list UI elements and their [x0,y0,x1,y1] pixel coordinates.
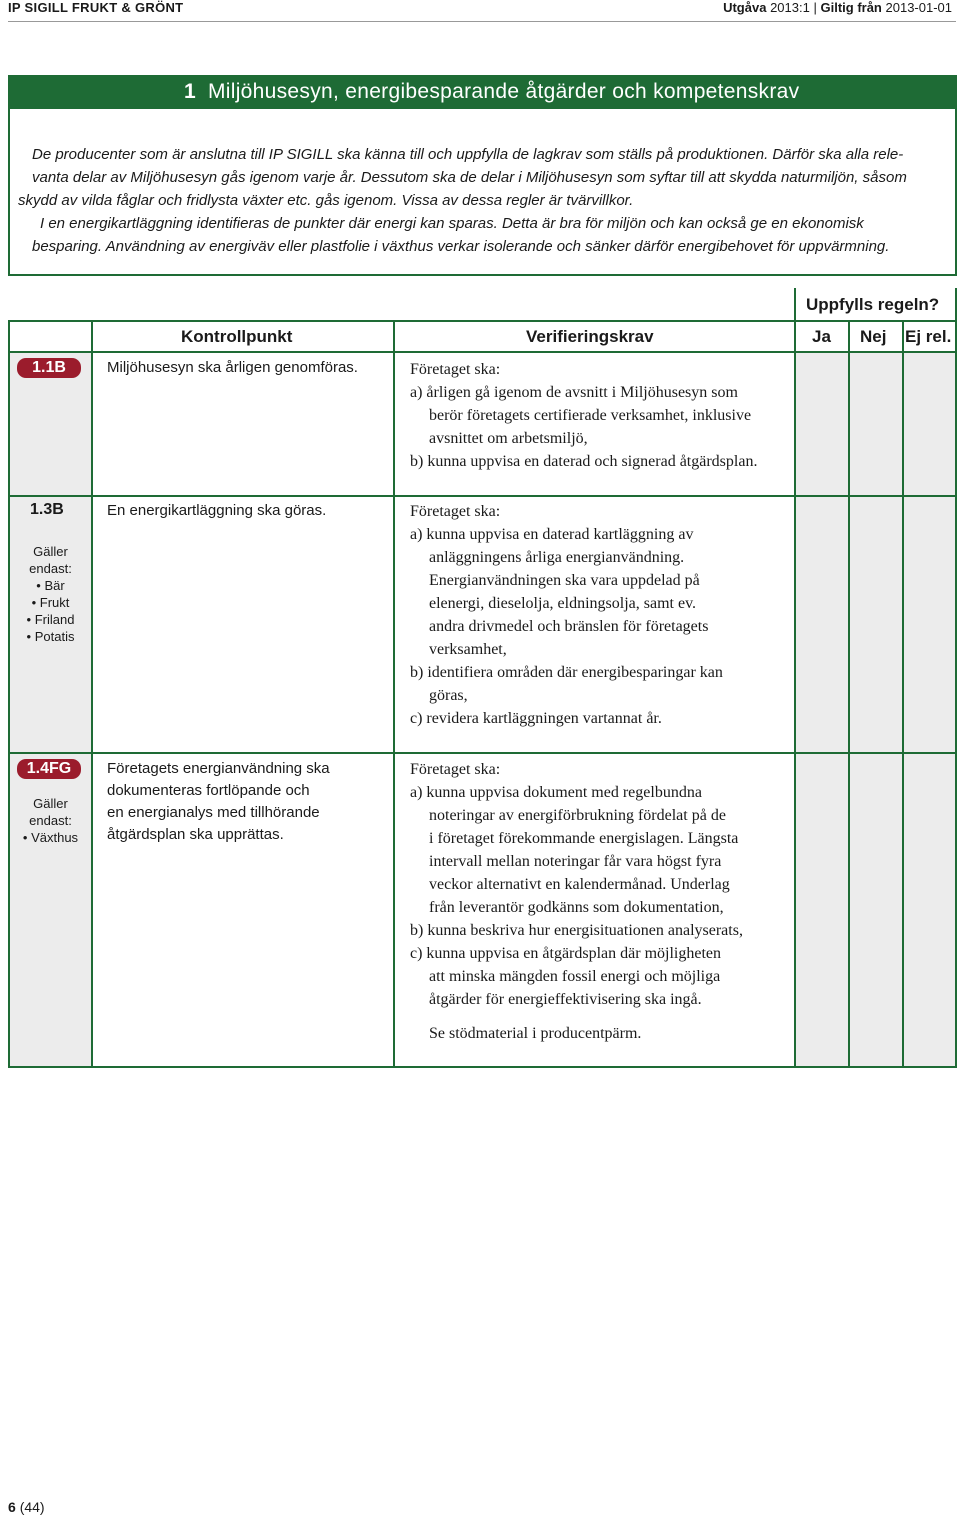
col-ja: Ja [812,327,831,346]
applies-line: • Frukt [31,595,70,610]
ejrel-checkbox[interactable] [904,497,955,752]
page-current: 6 [8,1499,16,1515]
verification-line: Företaget ska: [410,361,501,378]
intro-line: De producenter som är anslutna till IP SIGILL ska känna till och uppfylla de lagkrav som ställs på produktionen. Därför ska alla rele- [32,146,904,163]
kontrollpunkt-line: dokumenteras fortlöpande och [107,782,310,799]
section-number: 1 [184,80,196,103]
code-badge: 1.4FG [17,759,81,779]
verification-note: Se stödmaterial i producentpärm. [429,1025,642,1042]
code-badge: 1.1B [17,358,81,378]
intro-line: besparing. Användning av energiväv eller plastfolie i växthus verkar isolerande och sänker därför energibehovet för uppvärmning. [32,238,890,255]
kontrollpunkt-text [107,500,326,522]
header-brand: IP SIGILL FRUKT & GRÖNT [8,0,184,15]
verification-line: Energianvändningen ska vara uppdelad på [429,572,700,589]
compliance-box-left [794,288,796,322]
ejrel-checkbox[interactable] [904,754,955,1066]
verification-line: Företaget ska: [410,761,501,778]
table-top-rule [8,320,957,322]
verification-block [410,758,743,1045]
intro-line: I en energikartläggning identifieras de punkter där energi kan sparas. Detta är bra för miljön och kan också ge en ekonomisk [40,215,864,232]
verification-line: b) kunna uppvisa en daterad och signerad åtgärdsplan. [410,453,758,470]
verification-line: a) årligen gå igenom de avsnitt i Miljöhusesyn som [410,384,738,401]
table-rule-kontroll [393,320,395,1068]
page-number [8,1499,45,1515]
col-kontrollpunkt: Kontrollpunkt [181,327,293,346]
col-nej: Nej [860,327,887,346]
header-rule [8,21,956,22]
valid-label: Giltig från [820,0,882,15]
table-bottom-rule [8,1066,957,1068]
applies-line: Gäller [33,544,68,559]
nej-checkbox[interactable] [850,353,902,495]
intro-box [8,109,957,276]
edition-label: Utgåva [723,0,767,15]
verification-line: a) kunna uppvisa dokument med regelbundna [410,784,702,801]
verification-line: elenergi, dieselolja, eldningsolja, samt ev. [429,595,697,612]
applies-line: • Växthus [22,830,79,845]
verification-line: c) kunna uppvisa en åtgärdsplan där möjligheten [410,945,722,962]
verification-block [410,500,723,730]
verification-line: åtgärder för energieffektivisering ska ingå. [429,991,702,1008]
applies-line: endast: [29,813,72,828]
verification-line: verksamhet, [429,641,507,658]
valid-value: 2013-01-01 [885,0,952,15]
kontrollpunkt-line: åtgärdsplan ska upprättas. [107,826,284,843]
applies-line: • Potatis [26,629,75,644]
section-title-text: Miljöhusesyn, energibesparande åtgärder och kompetenskrav [207,80,800,103]
nej-checkbox[interactable] [850,754,902,1066]
kontrollpunkt-line: Miljöhusesyn ska årligen genomföras. [107,359,358,376]
compliance-header: Uppfylls regeln? [806,295,940,314]
verification-line: avsnittet om arbetsmiljö, [429,430,588,447]
intro-line: skydd av vilda fåglar och fridlysta växter etc. gås igenom. Vissa av dessa regler är tvärvillkor. [18,192,634,209]
ja-checkbox[interactable] [796,497,848,752]
ejrel-checkbox[interactable] [904,353,955,495]
applies-to [10,543,91,645]
edition-value: 2013:1 [770,0,810,15]
verification-line: i företaget förekommande energislagen. Längsta [429,830,739,847]
verification-line: att minska mängden fossil energi och möjliga [429,968,721,985]
verification-line: b) identifiera områden där energibesparingar kan [410,664,723,681]
applies-to [10,795,91,846]
header-separator: | [813,0,817,15]
verification-line: Företaget ska: [410,503,501,520]
verification-line: veckor alternativt en kalendermånad. Underlag [429,876,730,893]
verification-line: a) kunna uppvisa en daterad kartläggning av [410,526,694,543]
table-right-rule [955,320,957,1068]
applies-line: endast: [29,561,72,576]
verification-line: intervall mellan noteringar får vara högst fyra [429,853,722,870]
col-ej-rel: Ej rel. [905,327,952,346]
verification-line: c) revidera kartläggningen vartannat år. [410,710,662,727]
verification-line: göras, [429,687,468,704]
applies-line: • Bär [36,578,65,593]
applies-line: Gäller [33,796,68,811]
kontrollpunkt-line: En energikartläggning ska göras. [107,502,327,519]
verification-block [410,358,757,473]
kontrollpunkt-line: Företagets energianvändning ska [107,760,330,777]
header-edition [723,0,952,15]
table-rule-code [91,320,93,1068]
verification-line: anläggningens årliga energianvändning. [429,549,685,566]
verification-line: andra drivmedel och bränslen för företagets [429,618,709,635]
kontrollpunkt-line: en energianalys med tillhörande [107,804,320,821]
col-verifieringskrav: Verifieringskrav [526,327,654,346]
code-label: 1.3B [30,501,64,518]
section-title [184,80,799,104]
page-total: (44) [19,1499,45,1515]
intro-line: vanta delar av Miljöhusesyn gås igenom varje år. Dessutom ska de delar i Miljöhusesyn som syftar till att skydda naturmiljön, såsom [32,169,907,186]
ja-checkbox[interactable] [796,353,848,495]
verification-line: berör företagets certifierade verksamhet, inklusive [429,407,752,424]
verification-line: noteringar av energiförbrukning fördelat på de [429,807,726,824]
compliance-box-right [955,288,957,322]
kontrollpunkt-text [107,758,330,846]
nej-checkbox[interactable] [850,497,902,752]
verification-line: b) kunna beskriva hur energisituationen analyserats, [410,922,743,939]
verification-line: från leverantör godkänns som dokumentation, [429,899,724,916]
applies-line: • Friland [26,612,75,627]
ja-checkbox[interactable] [796,754,848,1066]
kontrollpunkt-text [107,357,358,379]
